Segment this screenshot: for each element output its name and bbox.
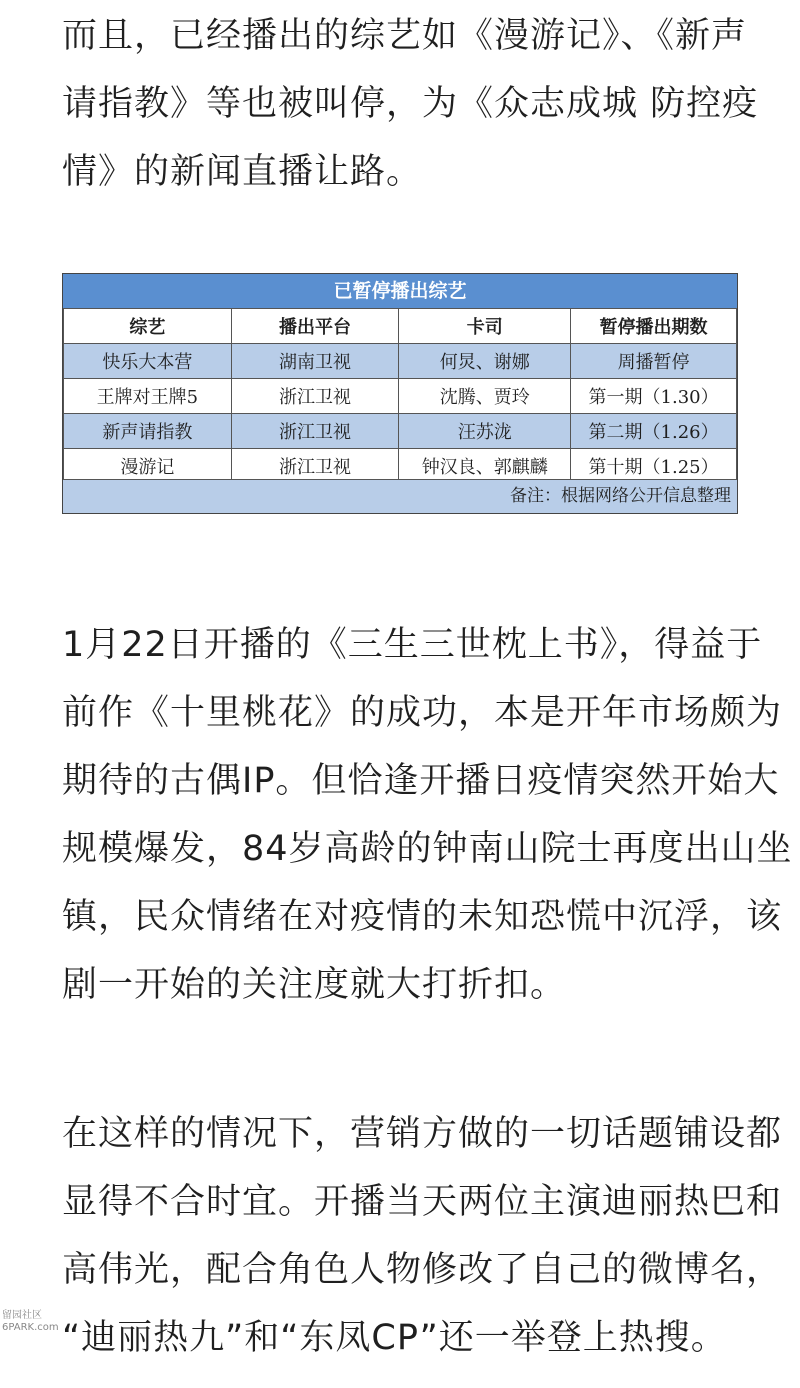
table-cell: 周播暂停 <box>571 344 737 379</box>
table-cell: 漫游记 <box>64 449 232 484</box>
table-cell: 第二期（1.26） <box>571 414 737 449</box>
site-watermark <box>2 1310 59 1334</box>
table-title: 已暂停播出综艺 <box>63 274 737 308</box>
watermark-line: 留园社区 <box>2 1310 42 1321</box>
watermark-line: 6PARK.com <box>2 1322 59 1333</box>
table-header-row <box>64 309 737 344</box>
text-line: 高伟光，配合角色人物修改了自己的微博名， <box>62 1250 783 1290</box>
table-cell: 第一期（1.30） <box>571 379 737 414</box>
suspended-shows-table <box>62 273 738 514</box>
table-cell: 第十期（1.25） <box>571 449 737 484</box>
paragraph-3 <box>62 1100 783 1372</box>
table-cell: 王牌对王牌5 <box>64 379 232 414</box>
text-line: 规模爆发，84岁高龄的钟南山院士再度出山坐 <box>62 829 793 869</box>
text-line: 镇，民众情绪在对疫情的未知恐慌中沉浮，该 <box>62 897 783 937</box>
paragraph-1 <box>62 2 759 206</box>
header-cell: 卡司 <box>399 309 571 344</box>
table-row <box>64 344 737 379</box>
table-cell: 新声请指教 <box>64 414 232 449</box>
table-cell: 钟汉良、郭麒麟 <box>399 449 571 484</box>
table-cell: 何炅、谢娜 <box>399 344 571 379</box>
text-line: 1月22日开播的《三生三世枕上书》，得益于 <box>62 625 763 665</box>
table-cell: 浙江卫视 <box>231 449 399 484</box>
table-cell: 汪苏泷 <box>399 414 571 449</box>
text-line: 期待的古偶IP。但恰逢开播日疫情突然开始大 <box>62 761 780 801</box>
text-line: 情》的新闻直播让路。 <box>62 152 423 192</box>
text-line: 剧一开始的关注度就大打折扣。 <box>62 965 567 1005</box>
table-cell: 湖南卫视 <box>231 344 399 379</box>
text-line: “迪丽热九”和“东凤CP”还一举登上热搜。 <box>62 1318 727 1358</box>
table-row <box>64 414 737 449</box>
paragraph-2 <box>62 611 793 1019</box>
header-cell: 综艺 <box>64 309 232 344</box>
table-row <box>64 379 737 414</box>
text-line: 而且，已经播出的综艺如《漫游记》、《新声 <box>62 16 748 56</box>
header-cell: 播出平台 <box>231 309 399 344</box>
table-grid <box>63 308 737 484</box>
text-line: 在这样的情况下，营销方做的一切话题铺设都 <box>62 1114 783 1154</box>
table-cell: 浙江卫视 <box>231 414 399 449</box>
text-line: 显得不合时宜。开播当天两位主演迪丽热巴和 <box>62 1182 783 1222</box>
table-cell: 浙江卫视 <box>231 379 399 414</box>
text-line: 请指教》等也被叫停，为《众志成城 防控疫 <box>62 84 759 124</box>
header-cell: 暂停播出期数 <box>571 309 737 344</box>
table-cell: 沈腾、贾玲 <box>399 379 571 414</box>
table-cell: 快乐大本营 <box>64 344 232 379</box>
table-note: 备注：根据网络公开信息整理 <box>63 479 737 513</box>
text-line: 前作《十里桃花》的成功，本是开年市场颇为 <box>62 693 783 733</box>
